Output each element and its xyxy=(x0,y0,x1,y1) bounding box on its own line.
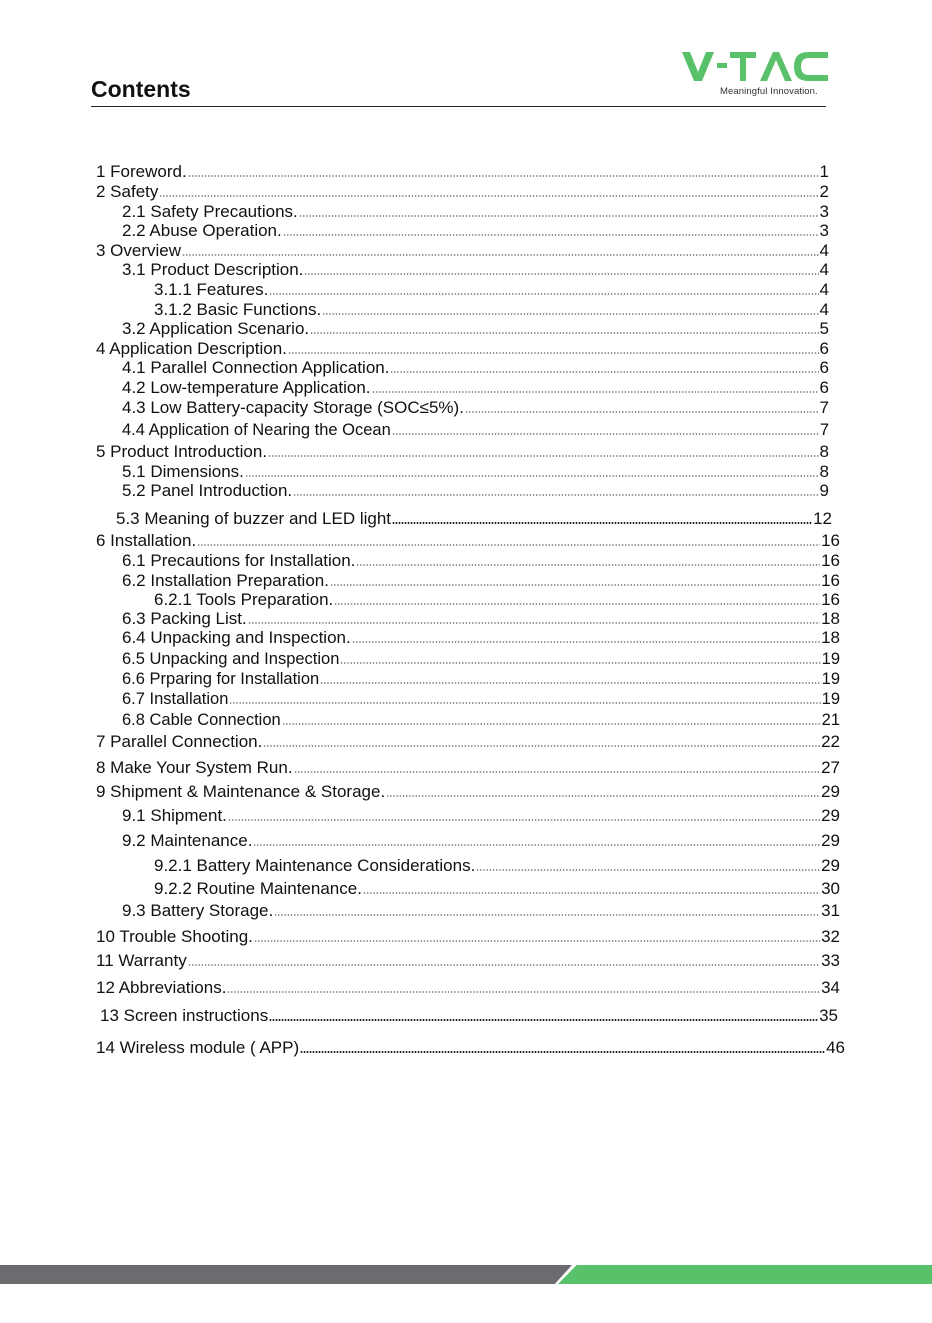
toc-entry-page: 7 xyxy=(819,398,829,417)
toc-entry-page: 16 xyxy=(821,590,840,609)
toc-dot-leader xyxy=(228,819,820,821)
toc-entry-label: 5 Product Introduction. xyxy=(96,442,268,461)
toc-entry-label: 6 Installation. xyxy=(96,531,197,550)
toc-entry-page: 19 xyxy=(821,650,840,668)
toc-entry-label: 2.2 Abuse Operation. xyxy=(122,221,282,240)
toc-dot-leader xyxy=(392,433,819,435)
toc-dot-leader xyxy=(294,771,821,773)
toc-entry-page: 29 xyxy=(821,856,840,875)
toc-dot-leader xyxy=(372,391,819,393)
toc-dot-leader xyxy=(386,795,820,797)
toc-dot-leader xyxy=(288,352,819,354)
toc-dot-leader xyxy=(253,844,820,846)
toc-entry[interactable] xyxy=(96,339,829,359)
toc-entry[interactable] xyxy=(96,732,840,752)
toc-entry-label: 5.1 Dimensions. xyxy=(122,462,244,481)
toc-entry-label: 4 Application Description. xyxy=(96,339,287,358)
toc-entry-label: 4.2 Low-temperature Application. xyxy=(122,378,371,397)
toc-entry-page: 30 xyxy=(821,879,840,898)
toc-entry[interactable] xyxy=(116,509,832,529)
toc-dot-leader xyxy=(188,175,819,177)
toc-entry-label: 7 Parallel Connection. xyxy=(96,732,263,751)
toc-entry[interactable] xyxy=(96,241,829,261)
toc-entry[interactable] xyxy=(154,280,829,300)
toc-entry-label: 6.2 Installation Preparation. xyxy=(122,571,329,590)
toc-dot-leader xyxy=(363,892,820,894)
toc-entry-page: 21 xyxy=(821,711,840,729)
toc-entry-page: 3 xyxy=(819,202,829,221)
footer-band-gray xyxy=(0,1265,572,1284)
toc-entry[interactable] xyxy=(100,1006,838,1026)
toc-entry-label: 1 Foreword. xyxy=(96,162,187,181)
toc-entry[interactable] xyxy=(96,758,840,778)
toc-entry-page: 34 xyxy=(821,978,840,997)
toc-entry[interactable] xyxy=(122,221,829,241)
toc-dot-leader xyxy=(334,603,820,605)
toc-entry-page: 32 xyxy=(821,927,840,946)
toc-entry-page: 8 xyxy=(819,462,829,481)
toc-dot-leader xyxy=(340,662,820,664)
toc-entry-label: 2.1 Safety Precautions. xyxy=(122,202,298,221)
toc-dot-leader xyxy=(322,313,818,315)
toc-entry[interactable] xyxy=(154,856,840,876)
toc-entry-page: 6 xyxy=(819,378,829,397)
toc-entry[interactable] xyxy=(122,260,829,280)
toc-entry-page: 16 xyxy=(821,551,840,570)
toc-entry-page: 29 xyxy=(821,806,840,825)
toc-entry[interactable] xyxy=(96,927,840,947)
toc-dot-leader xyxy=(356,564,820,566)
toc-entry-page: 31 xyxy=(821,901,840,920)
toc-entry-page: 4 xyxy=(819,241,829,260)
toc-entry-page: 4 xyxy=(819,280,829,299)
toc-entry[interactable] xyxy=(154,879,840,899)
toc-entry[interactable] xyxy=(96,1038,845,1058)
toc-entry[interactable] xyxy=(122,669,840,689)
toc-entry-label: 4.1 Parallel Connection Application. xyxy=(122,358,390,377)
toc-dot-leader xyxy=(269,1019,818,1021)
toc-entry-label: 14 Wireless module ( APP) xyxy=(96,1038,300,1057)
toc-entry-label: 6.2.1 Tools Preparation. xyxy=(154,590,334,609)
toc-entry[interactable] xyxy=(122,806,840,826)
toc-dot-leader xyxy=(263,745,820,747)
toc-entry-label: 3.2 Application Scenario. xyxy=(122,319,310,338)
toc-dot-leader xyxy=(188,964,820,966)
toc-dot-leader xyxy=(274,914,820,916)
toc-dot-leader xyxy=(254,940,820,942)
toc-entry[interactable] xyxy=(96,442,829,462)
toc-entry-page: 7 xyxy=(819,421,829,439)
toc-dot-leader xyxy=(320,682,820,684)
toc-dot-leader xyxy=(299,215,819,217)
toc-entry-page: 18 xyxy=(821,609,840,628)
toc-entry[interactable] xyxy=(96,182,829,202)
toc-entry-label: 3.1 Product Description. xyxy=(122,260,304,279)
toc-entry[interactable] xyxy=(122,551,840,571)
toc-entry-label: 3 Overview xyxy=(96,241,182,260)
toc-dot-leader xyxy=(390,371,818,373)
toc-entry-page: 16 xyxy=(821,571,840,590)
toc-entry-page: 3 xyxy=(819,221,829,240)
toc-entry[interactable] xyxy=(122,398,829,418)
toc-entry[interactable] xyxy=(122,649,840,669)
toc-entry-page: 33 xyxy=(821,951,840,970)
toc-entry-page: 4 xyxy=(819,260,829,279)
toc-entry[interactable] xyxy=(122,358,829,378)
toc-dot-leader xyxy=(330,584,820,586)
toc-entry[interactable] xyxy=(96,162,829,182)
toc-dot-leader xyxy=(282,723,821,725)
toc-entry-page: 4 xyxy=(819,300,829,319)
toc-entry-label: 6.8 Cable Connection xyxy=(122,711,281,729)
toc-dot-leader xyxy=(248,622,820,624)
toc-entry[interactable] xyxy=(122,378,829,398)
toc-entry-page: 6 xyxy=(819,339,829,358)
toc-entry-label: 3.1.2 Basic Functions. xyxy=(154,300,322,319)
toc-entry-label: 9.3 Battery Storage. xyxy=(122,901,274,920)
toc-entry[interactable] xyxy=(122,831,840,851)
toc-dot-leader xyxy=(182,254,819,256)
page-title: Contents xyxy=(91,76,191,102)
toc-entry-label: 5.3 Meaning of buzzer and LED light xyxy=(116,509,392,528)
toc-entry-page: 16 xyxy=(821,531,840,550)
toc-entry-label: 2 Safety xyxy=(96,182,159,201)
toc-dot-leader xyxy=(283,234,819,236)
toc-entry-page: 2 xyxy=(819,182,829,201)
toc-entry-page: 12 xyxy=(813,509,832,528)
toc-dot-leader xyxy=(245,475,819,477)
toc-entry-page: 6 xyxy=(819,358,829,377)
toc-entry[interactable] xyxy=(96,782,840,802)
toc-entry-label: 6.3 Packing List. xyxy=(122,609,247,628)
toc-dot-leader xyxy=(300,1051,825,1053)
toc-entry-label: 9 Shipment & Maintenance & Storage. xyxy=(96,782,386,801)
toc-entry-page: 22 xyxy=(821,732,840,751)
toc-entry[interactable] xyxy=(122,689,840,709)
toc-dot-leader xyxy=(465,411,819,413)
toc-dot-leader xyxy=(352,641,820,643)
toc-entry-label: 6.6 Prparing for Installation xyxy=(122,670,320,688)
toc-entry-label: 6.5 Unpacking and Inspection xyxy=(122,650,340,668)
brand-tagline: Meaningful Innovation. xyxy=(720,86,818,97)
toc-entry-page: 29 xyxy=(821,782,840,801)
toc-entry-label: 9.2.2 Routine Maintenance. xyxy=(154,879,362,898)
toc-dot-leader xyxy=(159,195,818,197)
toc-entry[interactable] xyxy=(96,951,840,971)
toc-entry-label: 9.2 Maintenance. xyxy=(122,831,253,850)
toc-entry[interactable] xyxy=(122,628,840,648)
toc-entry[interactable] xyxy=(154,300,829,320)
toc-entry-label: 6.7 Installation xyxy=(122,690,229,708)
toc-dot-leader xyxy=(268,455,818,457)
toc-dot-leader xyxy=(197,544,820,546)
toc-entry[interactable] xyxy=(96,531,840,551)
toc-entry-page: 1 xyxy=(819,162,829,181)
toc-entry-page: 9 xyxy=(819,481,829,500)
toc-dot-leader xyxy=(229,702,820,704)
toc-entry[interactable] xyxy=(122,420,829,440)
footer-band-green xyxy=(558,1265,932,1284)
toc-entry-label: 10 Trouble Shooting. xyxy=(96,927,253,946)
toc-entry-page: 5 xyxy=(819,319,829,338)
toc-entry[interactable] xyxy=(122,481,829,501)
toc-dot-leader xyxy=(392,522,812,524)
toc-entry-label: 11 Warranty xyxy=(96,951,187,970)
toc-entry-page: 19 xyxy=(821,670,840,688)
toc-entry-label: 5.2 Panel Introduction. xyxy=(122,481,293,500)
toc-entry-page: 18 xyxy=(821,628,840,647)
toc-entry[interactable] xyxy=(96,978,840,998)
toc-dot-leader xyxy=(293,494,818,496)
toc-entry-label: 13 Screen instructions xyxy=(100,1006,269,1025)
toc-entry-label: 4.4 Application of Nearing the Ocean xyxy=(122,421,391,439)
toc-entry[interactable] xyxy=(122,901,840,921)
toc-dot-leader xyxy=(476,869,820,871)
toc-entry-page: 46 xyxy=(826,1038,845,1057)
toc-entry[interactable] xyxy=(154,590,840,610)
toc-entry-label: 3.1.1 Features. xyxy=(154,280,269,299)
toc-dot-leader xyxy=(310,332,818,334)
toc-dot-leader xyxy=(269,293,818,295)
toc-entry-page: 29 xyxy=(821,831,840,850)
toc-dot-leader xyxy=(227,991,820,993)
toc-entry[interactable] xyxy=(122,462,829,482)
toc-entry-label: 9.1 Shipment. xyxy=(122,806,227,825)
toc-entry-label: 8 Make Your System Run. xyxy=(96,758,293,777)
toc-entry[interactable] xyxy=(122,319,829,339)
toc-entry-label: 6.4 Unpacking and Inspection. xyxy=(122,628,351,647)
toc-entry-page: 8 xyxy=(819,442,829,461)
toc-entry-page: 35 xyxy=(819,1006,838,1025)
toc-dot-leader xyxy=(304,273,818,275)
toc-entry-label: 12 Abbreviations. xyxy=(96,978,227,997)
toc-entry-label: 9.2.1 Battery Maintenance Considerations. xyxy=(154,856,476,875)
toc-entry-label: 6.1 Precautions for Installation. xyxy=(122,551,356,570)
toc-entry[interactable] xyxy=(122,571,840,591)
toc-entry-page: 19 xyxy=(821,690,840,708)
toc-entry[interactable] xyxy=(122,710,840,730)
toc-entry[interactable] xyxy=(122,202,829,222)
toc-entry-label: 4.3 Low Battery-capacity Storage (SOC≤5%). xyxy=(122,398,464,417)
toc-entry-page: 27 xyxy=(821,758,840,777)
toc-entry[interactable] xyxy=(122,609,840,629)
